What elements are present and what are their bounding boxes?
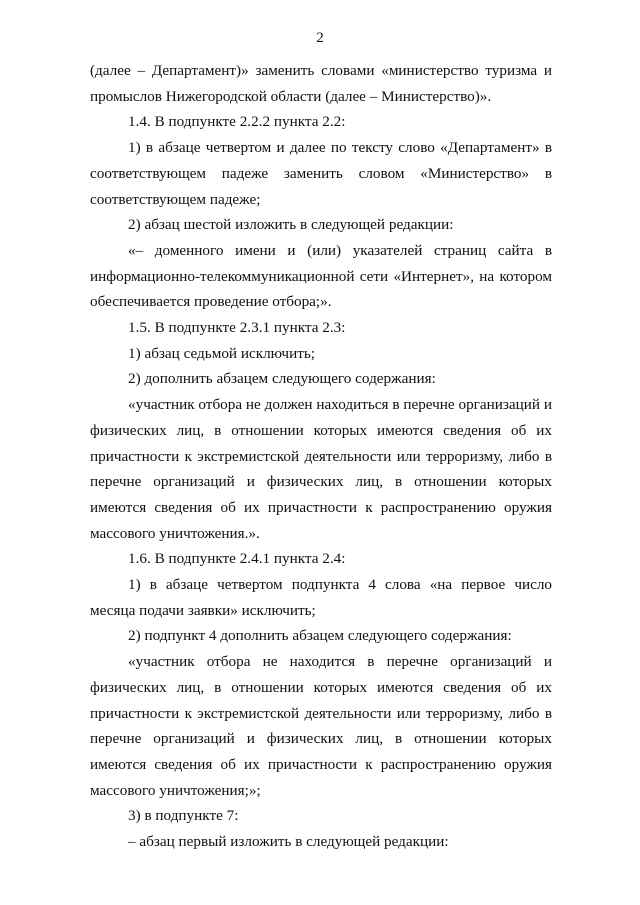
page-number: 2	[316, 30, 324, 46]
paragraph: 1) в абзаце четвертом и далее по тексту слово «Департамент» в соответствующем падеже заменить словом «Министерство» в соответствующем падеже;	[90, 139, 552, 208]
paragraph: 2) дополнить абзацем следующего содержания:	[128, 370, 436, 388]
paragraph: 1.5. В подпункте 2.3.1 пункта 2.3:	[128, 319, 346, 337]
paragraph: «участник отбора не находится в перечне организаций и физических лиц, в отношении которых имеются сведения об их причастности к экстремистской деятельности или терроризму, либо в перечне организаций и физических лиц, в отношении которых имеются сведения об их причастности к распространению оружия массового уничтожения;»;	[90, 653, 552, 799]
paragraph: 2) подпункт 4 дополнить абзацем следующего содержания:	[128, 627, 512, 645]
paragraph: 1.4. В подпункте 2.2.2 пункта 2.2:	[128, 113, 346, 131]
paragraph: «участник отбора не должен находиться в перечне организаций и физических лиц, в отношении которых имеются сведения об их причастности к экстремистской деятельности или терроризму, либо в перечне организаций и физических лиц, в отношении которых имеются сведения об их причастности к распространению оружия массового уничтожения.».	[90, 396, 552, 542]
paragraph: 1) в абзаце четвертом подпункта 4 слова «на первое число месяца подачи заявки» исключить;	[90, 576, 552, 619]
paragraph: «– доменного имени и (или) указателей страниц сайта в информационно-телекоммуникационной сети «Интернет», на котором обеспечивается проведение отбора;».	[90, 241, 552, 311]
paragraph: 1.6. В подпункте 2.4.1 пункта 2.4:	[128, 550, 346, 568]
paragraph: 3) в подпункте 7:	[128, 807, 239, 825]
paragraph: (далее – Департамент)» заменить словами «министерство туризма и промыслов Нижегородской области (далее – Министерство)».	[90, 62, 552, 105]
document-body	[90, 58, 552, 855]
paragraph: – абзац первый изложить в следующей редакции:	[128, 833, 449, 851]
paragraph: 1) абзац седьмой исключить;	[128, 344, 315, 362]
paragraph: 2) абзац шестой изложить в следующей редакции:	[128, 216, 454, 234]
